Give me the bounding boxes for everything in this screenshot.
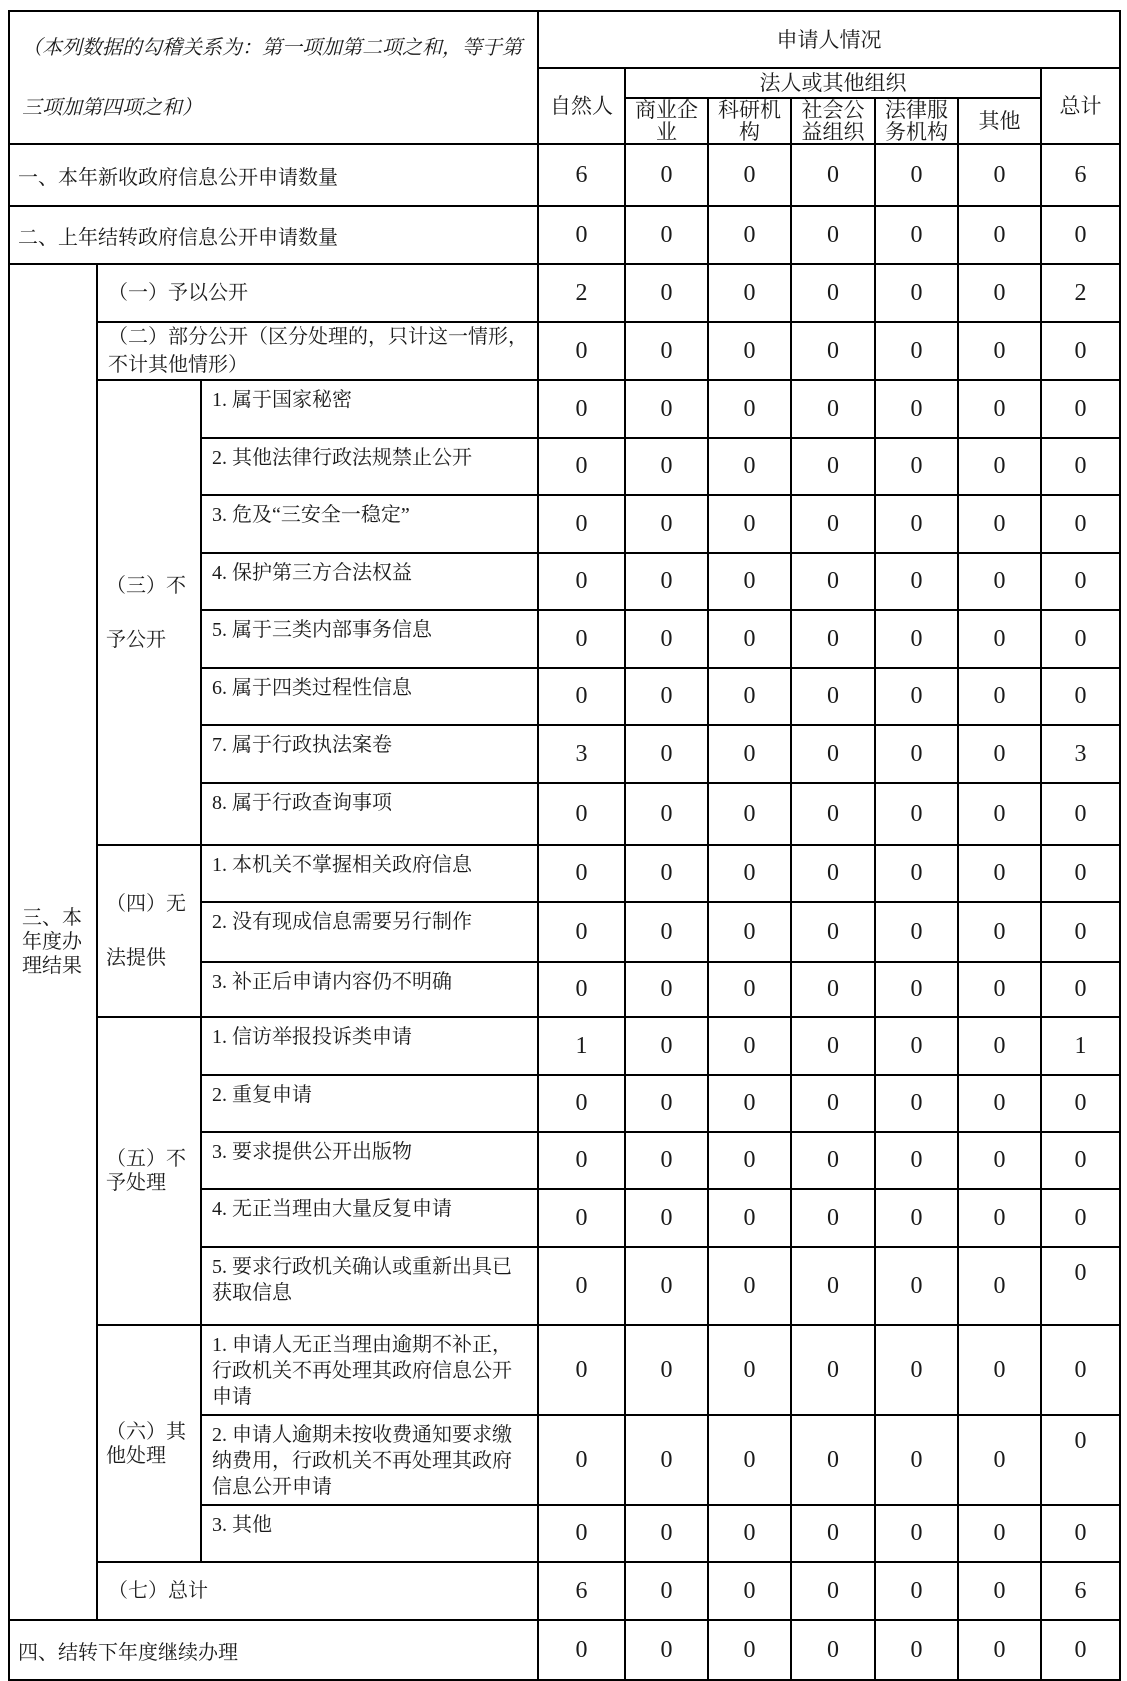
value-cell: 0: [958, 1562, 1041, 1620]
value-cell: 0: [958, 380, 1041, 438]
value-cell: 0: [958, 1189, 1041, 1247]
value-cell: 0: [625, 1620, 708, 1680]
value-cell: 0: [538, 1620, 625, 1680]
value-cell: 0: [708, 1325, 791, 1415]
value-cell: 0: [958, 610, 1041, 668]
value-cell: 0: [875, 144, 958, 206]
item-label: 2. 重复申请: [201, 1075, 538, 1132]
table-row: [9, 206, 1120, 264]
value-cell: 0: [538, 322, 625, 380]
value-cell: 0: [791, 668, 875, 725]
value-cell: 0: [875, 610, 958, 668]
table-row: [9, 845, 1120, 902]
item-label: 3. 危及“三安全一稳定”: [201, 495, 538, 553]
item-label: 1. 属于国家秘密: [201, 380, 538, 438]
value-cell: 0: [625, 1017, 708, 1075]
value-cell: 0: [708, 725, 791, 783]
disclosure-applications-table: [8, 10, 1121, 1681]
value-cell: 0: [791, 610, 875, 668]
item-label: 1. 本机关不掌握相关政府信息: [201, 845, 538, 902]
value-cell: 0: [875, 1189, 958, 1247]
table-row: [9, 1620, 1120, 1680]
value-cell: 0: [538, 380, 625, 438]
value-cell: 2: [538, 264, 625, 322]
value-cell: 0: [708, 962, 791, 1017]
item-label: 8. 属于行政查询事项: [201, 783, 538, 845]
value-cell: 0: [708, 1415, 791, 1505]
value-cell: 0: [1041, 845, 1120, 902]
value-cell: 0: [1041, 902, 1120, 962]
group-label: （六）其他处理: [97, 1325, 201, 1562]
value-cell: 0: [791, 1189, 875, 1247]
value-cell: 0: [1041, 1189, 1120, 1247]
value-cell: 0: [1041, 668, 1120, 725]
value-cell: 0: [538, 1505, 625, 1562]
value-cell: 0: [708, 1017, 791, 1075]
value-cell: 0: [875, 322, 958, 380]
value-cell: 6: [1041, 144, 1120, 206]
value-cell: 0: [625, 610, 708, 668]
value-cell: 6: [538, 144, 625, 206]
value-cell: 0: [708, 1075, 791, 1132]
value-cell: 0: [791, 264, 875, 322]
table-row: [9, 380, 1120, 438]
value-cell: 0: [708, 902, 791, 962]
item-label: 3. 其他: [201, 1505, 538, 1562]
value-cell: 0: [538, 1075, 625, 1132]
value-cell: 0: [875, 1017, 958, 1075]
table-row: [9, 144, 1120, 206]
value-cell: 0: [875, 668, 958, 725]
row-label: 二、上年结转政府信息公开申请数量: [9, 206, 538, 264]
value-cell: 0: [625, 902, 708, 962]
value-cell: 1: [1041, 1017, 1120, 1075]
header-row-1: [9, 11, 1120, 68]
value-cell: 0: [791, 1132, 875, 1189]
value-cell: 0: [875, 380, 958, 438]
value-cell: 0: [538, 1132, 625, 1189]
value-cell: 0: [625, 845, 708, 902]
section-label: 三、本年度办理结果: [9, 264, 97, 1620]
value-cell: 0: [538, 438, 625, 495]
value-cell: 0: [1041, 962, 1120, 1017]
value-cell: 0: [875, 1505, 958, 1562]
value-cell: 0: [791, 845, 875, 902]
value-cell: 0: [708, 1505, 791, 1562]
value-cell: 0: [958, 1620, 1041, 1680]
value-cell: 0: [625, 1415, 708, 1505]
item-label: 6. 属于四类过程性信息: [201, 668, 538, 725]
value-cell: 0: [791, 322, 875, 380]
value-cell: 0: [708, 322, 791, 380]
value-cell: 0: [1041, 1325, 1120, 1415]
value-cell: 0: [958, 144, 1041, 206]
value-cell: 0: [875, 206, 958, 264]
value-cell: 0: [625, 1562, 708, 1620]
value-cell: 0: [791, 1620, 875, 1680]
value-cell: 0: [1041, 783, 1120, 845]
item-label: 5. 属于三类内部事务信息: [201, 610, 538, 668]
value-cell: 0: [538, 962, 625, 1017]
header-natural-person: 自然人: [538, 68, 625, 144]
value-cell: 0: [1041, 553, 1120, 610]
header-col-public-interest-org: 社会公益组织: [791, 98, 875, 144]
value-cell: 0: [791, 1017, 875, 1075]
header-col-other: 其他: [958, 98, 1041, 144]
table-row: [9, 1017, 1120, 1075]
group-label: （四）无法提供: [97, 845, 201, 1017]
value-cell: 0: [875, 1325, 958, 1415]
item-label: 4. 保护第三方合法权益: [201, 553, 538, 610]
value-cell: 0: [791, 783, 875, 845]
value-cell: 0: [625, 144, 708, 206]
item-label: 2. 其他法律行政法规禁止公开: [201, 438, 538, 495]
value-cell: 0: [625, 322, 708, 380]
item-label: 1. 信访举报投诉类申请: [201, 1017, 538, 1075]
item-label: 3. 补正后申请内容仍不明确: [201, 962, 538, 1017]
value-cell: 0: [625, 1189, 708, 1247]
value-cell: 0: [958, 438, 1041, 495]
value-cell: 0: [708, 495, 791, 553]
value-cell: 0: [958, 1247, 1041, 1325]
value-cell: 0: [625, 1505, 708, 1562]
value-cell: 0: [958, 1325, 1041, 1415]
value-cell: 3: [538, 725, 625, 783]
value-cell: 0: [625, 725, 708, 783]
value-cell: 0: [708, 610, 791, 668]
value-cell: 0: [538, 553, 625, 610]
value-cell: 0: [708, 553, 791, 610]
value-cell: 0: [538, 1247, 625, 1325]
value-cell: 0: [875, 1132, 958, 1189]
value-cell: 0: [625, 1075, 708, 1132]
value-cell: 0: [625, 495, 708, 553]
value-cell: 0: [708, 144, 791, 206]
value-cell: 0: [875, 553, 958, 610]
item-label: 1. 申请人无正当理由逾期不补正，行政机关不再处理其政府信息公开申请: [201, 1325, 538, 1415]
value-cell: 0: [708, 845, 791, 902]
header-col-commercial-enterprise: 商业企业: [625, 98, 708, 144]
value-cell: 0: [958, 668, 1041, 725]
value-cell: 0: [958, 783, 1041, 845]
value-cell: 0: [538, 668, 625, 725]
value-cell: 0: [875, 962, 958, 1017]
value-cell: 0: [1041, 206, 1120, 264]
value-cell: 0: [958, 1415, 1041, 1505]
value-cell: 0: [708, 668, 791, 725]
group-label: （五）不予处理: [97, 1017, 201, 1325]
group-label: （一）予以公开: [97, 264, 538, 322]
value-cell: 0: [1041, 1132, 1120, 1189]
value-cell: 6: [538, 1562, 625, 1620]
value-cell: 0: [958, 1017, 1041, 1075]
value-cell: 0: [625, 380, 708, 438]
value-cell: 0: [958, 725, 1041, 783]
value-cell: 0: [708, 1247, 791, 1325]
value-cell: 0: [538, 1189, 625, 1247]
header-col-legal-service-org: 法律服务机构: [875, 98, 958, 144]
value-cell: 3: [1041, 725, 1120, 783]
value-cell: 0: [625, 1132, 708, 1189]
value-cell: 0: [538, 902, 625, 962]
value-cell: 0: [791, 1247, 875, 1325]
value-cell: 0: [958, 264, 1041, 322]
page: [0, 10, 1127, 1673]
value-cell: 0: [875, 1562, 958, 1620]
table-row: [9, 1325, 1120, 1415]
value-cell: 0: [958, 553, 1041, 610]
value-cell: 0: [791, 1562, 875, 1620]
value-cell: 0: [791, 1415, 875, 1505]
row-label: 四、结转下年度继续办理: [9, 1620, 538, 1680]
value-cell: 0: [708, 1189, 791, 1247]
table-row: [9, 1562, 1120, 1620]
value-cell: 0: [875, 1620, 958, 1680]
value-cell: 0: [708, 438, 791, 495]
value-cell: 0: [958, 902, 1041, 962]
value-cell: 0: [1041, 495, 1120, 553]
item-label: 7. 属于行政执法案卷: [201, 725, 538, 783]
value-cell: 1: [538, 1017, 625, 1075]
value-cell: 0: [958, 206, 1041, 264]
value-cell: 0: [958, 495, 1041, 553]
value-cell: 6: [1041, 1562, 1120, 1620]
value-cell: 0: [958, 322, 1041, 380]
value-cell: 0: [538, 495, 625, 553]
value-cell: 0: [875, 725, 958, 783]
table-row: [9, 264, 1120, 322]
value-cell: 0: [625, 668, 708, 725]
item-label: 3. 要求提供公开出版物: [201, 1132, 538, 1189]
value-cell: 0: [791, 1325, 875, 1415]
value-cell: 0: [875, 902, 958, 962]
value-cell: 0: [875, 1247, 958, 1325]
value-cell: 0: [708, 380, 791, 438]
header-col-research-institution: 科研机构: [708, 98, 791, 144]
value-cell: 0: [791, 902, 875, 962]
row-label: 一、本年新收政府信息公开申请数量: [9, 144, 538, 206]
value-cell: 0: [958, 1132, 1041, 1189]
value-cell: 2: [1041, 264, 1120, 322]
table-row: [9, 322, 1120, 380]
value-cell: 0: [538, 610, 625, 668]
value-cell: 0: [1041, 1505, 1120, 1562]
value-cell: 0: [958, 962, 1041, 1017]
value-cell: 0: [875, 264, 958, 322]
value-cell: 0: [791, 553, 875, 610]
item-label: 2. 没有现成信息需要另行制作: [201, 902, 538, 962]
value-cell: 0: [958, 1505, 1041, 1562]
value-cell: 0: [708, 1620, 791, 1680]
value-cell: 0: [875, 1415, 958, 1505]
value-cell: 0: [1041, 610, 1120, 668]
header-total: 总计: [1041, 68, 1120, 144]
header-legal-or-other-org: 法人或其他组织: [625, 68, 1041, 98]
value-cell: 0: [1041, 1620, 1120, 1680]
value-cell: 0: [958, 1075, 1041, 1132]
value-cell: 0: [625, 553, 708, 610]
value-cell: 0: [708, 783, 791, 845]
header-applicant-status: 申请人情况: [538, 11, 1120, 68]
group-label: （三）不予公开: [97, 380, 201, 845]
value-cell: 0: [625, 1247, 708, 1325]
value-cell: 0: [625, 264, 708, 322]
group-label: （二）部分公开（区分处理的，只计这一情形，不计其他情形）: [97, 322, 538, 380]
value-cell: 0: [791, 144, 875, 206]
value-cell: 0: [875, 845, 958, 902]
value-cell: 0: [538, 845, 625, 902]
note-cell: （本列数据的勾稽关系为：第一项加第二项之和，等于第三项加第四项之和）: [9, 11, 538, 144]
value-cell: 0: [538, 1325, 625, 1415]
value-cell: 0: [708, 206, 791, 264]
group-label: （七）总计: [97, 1562, 538, 1620]
value-cell: 0: [538, 783, 625, 845]
value-cell: 0: [1041, 438, 1120, 495]
value-cell: 0: [1041, 1075, 1120, 1132]
value-cell: 0: [791, 725, 875, 783]
value-cell: 0: [1041, 1415, 1120, 1505]
value-cell: 0: [791, 206, 875, 264]
value-cell: 0: [875, 495, 958, 553]
value-cell: 0: [708, 1132, 791, 1189]
value-cell: 0: [625, 962, 708, 1017]
value-cell: 0: [708, 264, 791, 322]
value-cell: 0: [791, 380, 875, 438]
value-cell: 0: [625, 438, 708, 495]
value-cell: 0: [791, 1075, 875, 1132]
value-cell: 0: [791, 1505, 875, 1562]
value-cell: 0: [1041, 380, 1120, 438]
value-cell: 0: [791, 438, 875, 495]
item-label: 4. 无正当理由大量反复申请: [201, 1189, 538, 1247]
value-cell: 0: [1041, 322, 1120, 380]
value-cell: 0: [538, 1415, 625, 1505]
value-cell: 0: [538, 206, 625, 264]
item-label: 5. 要求行政机关确认或重新出具已获取信息: [201, 1247, 538, 1325]
value-cell: 0: [791, 962, 875, 1017]
item-label: 2. 申请人逾期未按收费通知要求缴纳费用，行政机关不再处理其政府信息公开申请: [201, 1415, 538, 1505]
value-cell: 0: [625, 783, 708, 845]
value-cell: 0: [625, 206, 708, 264]
value-cell: 0: [1041, 1247, 1120, 1325]
value-cell: 0: [958, 845, 1041, 902]
value-cell: 0: [875, 783, 958, 845]
value-cell: 0: [625, 1325, 708, 1415]
value-cell: 0: [875, 1075, 958, 1132]
value-cell: 0: [791, 495, 875, 553]
value-cell: 0: [708, 1562, 791, 1620]
value-cell: 0: [875, 438, 958, 495]
